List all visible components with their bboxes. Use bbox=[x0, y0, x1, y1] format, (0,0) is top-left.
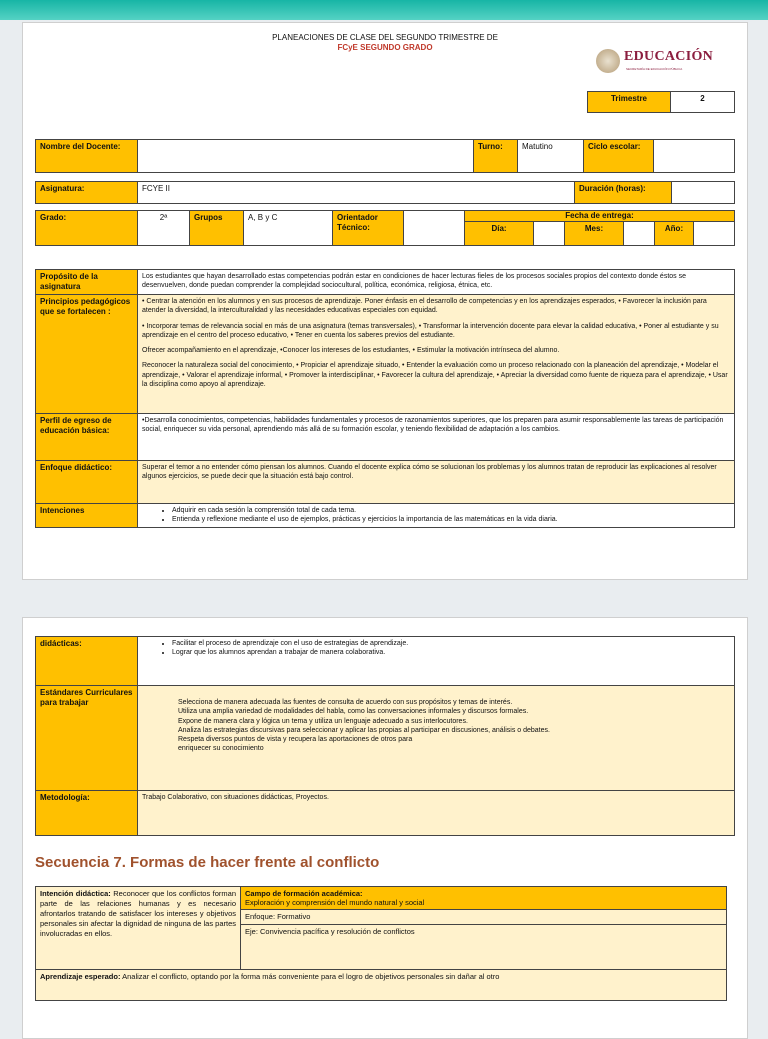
orientador-label: Orientador Técnico: bbox=[333, 211, 404, 246]
intenciones-list bbox=[142, 506, 730, 525]
enfoque-text: Superar el temor a no entender cómo piensan los alumnos. Cuando el docente explica cómo se solucionan los problemas y los alumnos tratan de reproducir las explicaciones al resolver algunos ejercicios, se puede decir que la situación está bajo control. bbox=[138, 461, 735, 504]
principio-paragraph: Reconocer la naturaleza social del conocimiento, • Propiciar el aprendizaje situado, • Entender la evaluación como un proceso relacionado con la planeación del aprendizaje, • Modelar el aprendizaje, • Valorar el aprendizaje informal, • Promover la interdisciplinar, • Favorecer la cultura del aprendizaje, • Apreciar la diversidad como fuente de riqueza para el aprendizaje, • Usar la disciplina como apoyo al aprendizaje. bbox=[142, 362, 728, 389]
estandares-label: Estándares Curriculares para trabajar bbox=[36, 686, 138, 791]
intencion-label: Intención didáctica: bbox=[40, 889, 111, 898]
duracion-value[interactable] bbox=[672, 182, 735, 204]
document-page-2 bbox=[22, 617, 748, 1039]
proposito-label: Propósito de la asignatura bbox=[36, 270, 138, 295]
estandar-line: Analiza las estrategias discursivas para seleccionar y aplicar las propias al participar en discusiones, análisis o debates. bbox=[178, 726, 550, 734]
mes-value[interactable] bbox=[624, 222, 655, 246]
duracion-label: Duración (horas): bbox=[575, 182, 672, 204]
grupos-value: A, B y C bbox=[244, 211, 333, 246]
secuencia-table bbox=[35, 886, 727, 1001]
docente-table bbox=[35, 139, 735, 173]
metodologia-label: Metodología: bbox=[36, 791, 138, 836]
header-line-2: FCyE SEGUNDO GRADO bbox=[337, 43, 433, 52]
trimestre-value: 2 bbox=[671, 92, 735, 113]
didacticas-cell bbox=[138, 637, 735, 686]
estandar-line: Respeta diversos puntos de vista y recupera las aportaciones de otros para bbox=[178, 736, 413, 744]
grado-value: 2ª bbox=[138, 211, 190, 246]
didactica-item: • Facilitar el proceso de aprendizaje con el uso de estrategias de aprendizaje. bbox=[172, 639, 730, 648]
trimestre-table bbox=[587, 91, 735, 113]
proposito-text: Los estudiantes que hayan desarrollado estas competencias podrán estar en condiciones de hacer lecturas fieles de los procesos sociales propios del contexto donde éstos se desenvuelven, donde puedan comprender la complejidad sociocultural, política, económica, religiosa, étnica, etc. bbox=[138, 270, 735, 295]
principio-paragraph: Ofrecer acompañamiento en el aprendizaje, •Conocer los intereses de los estudiantes, • Estimular la motivación intrínseca del alumno. bbox=[142, 347, 560, 355]
intenciones-label: Intenciones bbox=[36, 504, 138, 528]
perfil-label: Perfil de egreso de educación básica: bbox=[36, 414, 138, 461]
intencion-cell bbox=[36, 887, 241, 970]
anio-value[interactable] bbox=[694, 222, 735, 246]
ciclo-label: Ciclo escolar: bbox=[584, 140, 654, 173]
estandar-line: enriquecer su conocimiento bbox=[178, 745, 264, 753]
enfoque-label: Enfoque didáctico: bbox=[36, 461, 138, 504]
estandar-line: Utiliza una amplia variedad de modalidades del habla, como las conversaciones informales y discursos formales. bbox=[178, 708, 529, 716]
header-line-1: PLANEACIONES DE CLASE DEL SEGUNDO TRIMESTRE DE bbox=[272, 33, 498, 42]
docente-value[interactable] bbox=[138, 140, 474, 173]
intencion-item: • Entienda y reflexione mediante el uso de ejemplos, prácticas y ejercicios la importancia de las matemáticas en la vida diaria. bbox=[172, 515, 730, 524]
orientador-value[interactable] bbox=[404, 211, 465, 246]
principios-label: Principios pedagógicos que se fortalecen : bbox=[36, 295, 138, 414]
top-banner bbox=[0, 0, 768, 20]
perfil-text: •Desarrolla conocimientos, competencias, habilidades fundamentales y procesos de razonamientos superiores, que los preparen para asumir responsablemente las tareas de participación social, enriquecer su vida personal, aprendiendo más allá de su formación escolar, y teniendo flexibilidad de adaptación a los cambios. bbox=[138, 414, 735, 461]
logo-subtitle: SECRETARÍA DE EDUCACIÓN PÚBLICA bbox=[626, 67, 683, 71]
turno-label: Turno: bbox=[474, 140, 518, 173]
grado-table bbox=[35, 210, 735, 246]
asignatura-table bbox=[35, 181, 735, 204]
trimestre-label: Trimestre bbox=[588, 92, 671, 113]
estandares-cell bbox=[138, 686, 735, 791]
dia-value[interactable] bbox=[534, 222, 565, 246]
seal-icon bbox=[596, 49, 620, 73]
dia-label: Día: bbox=[465, 222, 534, 246]
aprendizaje-text: Analizar el conflicto, optando por la forma más conveniente para el logro de objetivos personales sin dañar al otro bbox=[122, 972, 500, 981]
mes-label: Mes: bbox=[565, 222, 624, 246]
didactica-item: • Lograr que los alumnos aprendan a trabajar de manera colaborativa. bbox=[172, 648, 730, 657]
plan-table bbox=[35, 269, 735, 528]
aprendizaje-label: Aprendizaje esperado: bbox=[40, 972, 121, 981]
ciclo-value[interactable] bbox=[654, 140, 735, 173]
aprendizaje-cell bbox=[36, 970, 727, 1001]
plan-table-continued bbox=[35, 636, 735, 836]
fecha-label: Fecha de entrega: bbox=[465, 211, 735, 222]
turno-value: Matutino bbox=[518, 140, 584, 173]
document-page-1 bbox=[22, 22, 748, 580]
sep-logo bbox=[596, 47, 726, 77]
grupos-label: Grupos bbox=[190, 211, 244, 246]
campo-cell bbox=[241, 887, 727, 910]
metodologia-text: Trabajo Colaborativo, con situaciones didácticas, Proyectos. bbox=[138, 791, 735, 836]
intencion-item: • Adquirir en cada sesión la comprensión total de cada tema. bbox=[172, 506, 730, 515]
secuencia-title: Secuencia 7. Formas de hacer frente al conflicto bbox=[35, 854, 380, 871]
intencion-text: Reconocer que los conflictos forman parte de las relaciones humanas y es necesario afrontarlos tratando de satisfacer los intereses y objetivos personales sin afectar la dignidad de ninguna de las partes involucradas en ellos. bbox=[40, 889, 236, 938]
docente-label: Nombre del Docente: bbox=[36, 140, 138, 173]
principio-paragraph: • Centrar la atención en los alumnos y en sus procesos de aprendizaje. Poner énfasis en el desarrollo de competencias y en los aprendizajes esperados, • Favorecer la inclusión para atender la diversidad, la interculturalidad y las necesidades educativas especiales con equidad. bbox=[142, 298, 707, 315]
didacticas-label: didácticas: bbox=[36, 637, 138, 686]
asignatura-label: Asignatura: bbox=[36, 182, 138, 204]
principio-paragraph: • Incorporar temas de relevancia social en más de una asignatura (temas transversales), • Transformar la intervención docente para elevar la calidad educativa, • Poner al estudiante y su aprendizaje en el centro del proceso educativo, • Tener en cuenta los saberes previos del estudiante. bbox=[142, 322, 719, 339]
campo-value: Exploración y comprensión del mundo natural y social bbox=[245, 898, 425, 907]
eje-text: Eje: Convivencia pacífica y resolución de conflictos bbox=[241, 925, 727, 970]
campo-label: Campo de formación académica: bbox=[245, 889, 363, 898]
enfoque-formativo: Enfoque: Formativo bbox=[241, 910, 727, 925]
estandar-line: Expone de manera clara y lógica un tema y utiliza un lenguaje adecuado a sus interlocutores. bbox=[178, 717, 468, 725]
didacticas-list bbox=[142, 639, 730, 658]
asignatura-value: FCYE II bbox=[138, 182, 575, 204]
estandar-line: Selecciona de manera adecuada las fuentes de consulta de acuerdo con sus propósitos y temas de interés. bbox=[178, 699, 513, 706]
logo-word: EDUCACIÓN bbox=[624, 49, 714, 64]
grado-label: Grado: bbox=[36, 211, 138, 246]
principios-text bbox=[138, 295, 735, 414]
intenciones-list-cell bbox=[138, 504, 735, 528]
anio-label: Año: bbox=[655, 222, 694, 246]
